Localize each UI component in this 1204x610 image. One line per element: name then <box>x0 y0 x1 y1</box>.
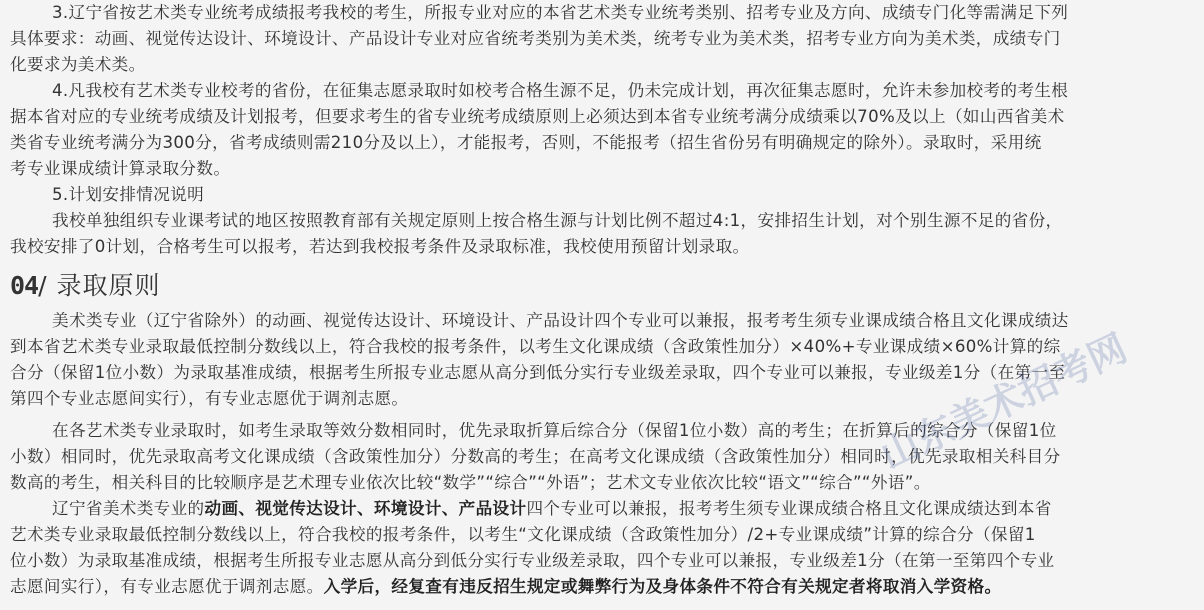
section-number: 04 <box>10 271 39 300</box>
text-line: 化要求为美术类。 <box>10 55 146 74</box>
text-line <box>52 498 1196 520</box>
bold-text: 动画、视觉传达设计、环境设计、产品设计 <box>204 499 527 518</box>
text-line: 3.辽宁省按艺术类专业统考成绩报考我校的考生，所报专业对应的本省艺术类专业统考类别、招考专业及方向、成绩专门化等需满足下列 <box>52 3 1069 22</box>
bold-text: 入学后，经复查有违反招生规定或舞弊行为及身体条件不符合有关规定者将取消入学资格。 <box>323 577 1002 596</box>
section-title: / 录取原则 <box>38 271 161 300</box>
text-line: 我校单独组织专业课考试的地区按照教育部有关规定原则上按合格生源与计划比例不超过4:1，安排招生计划，对个别生源不足的省份， <box>52 211 1063 230</box>
text-line: 考专业课成绩计算录取分数。 <box>10 159 231 178</box>
text-line: 我校安排了0计划，合格考生可以报考，若达到我校报考条件及录取标准，我校使用预留计划录取。 <box>10 237 750 256</box>
text-line: 第四个专业志愿间实行），有专业志愿优于调剂志愿。 <box>10 389 409 408</box>
text-line: 美术类专业（辽宁省除外）的动画、视觉传达设计、环境设计、产品设计四个专业可以兼报，报考考生须专业课成绩合格且文化课成绩达 <box>52 311 1069 330</box>
text-line: 类省专业统考满分为300分，省考成绩则需210分及以上），才能报考，否则，不能报考（招生省份另有明确规定的除外）。录取时，采用统 <box>10 133 1042 152</box>
text-line: 小数）相同时，优先录取高考文化课成绩（含政策性加分）分数高的考生；在高考文化课成绩（含政策性加分）相同时，优先录取相关科目分 <box>10 447 1061 466</box>
text-line: 在各艺术类专业录取时，如考生录取等效分数相同时，优先录取折算后综合分（保留1位小数）高的考生；在折算后的综合分（保留1位 <box>52 421 1057 440</box>
text-span: 辽宁省美术类专业的 <box>52 499 205 518</box>
text-line: 艺术类专业录取最低控制分数线以上，符合我校的报考条件，以考生“文化课成绩（含政策性加分）/2+专业课成绩”计算的综合分（保留1 <box>10 525 1036 544</box>
text-line: 到本省艺术类专业录取最低控制分数线以上，符合我校的报考条件，以考生文化课成绩（含政策性加分）×40%+专业课成绩×60%计算的综 <box>10 337 1061 356</box>
text-span: 四个专业可以兼报，报考考生须专业课成绩合格且文化课成绩达到本省 <box>526 499 1052 518</box>
text-line: 5.计划安排情况说明 <box>52 185 205 204</box>
text-line: 4.凡我校有艺术类专业校考的省份，在征集志愿录取时如校考合格生源不足，仍未完成计划，再次征集志愿时，允许未参加校考的考生根 <box>52 81 1069 100</box>
text-line: 数高的考生，相关科目的比较顺序是艺术理专业依次比较“数学”“综合”“外语”；艺术文专业依次比较“语文”“综合”“外语”。 <box>10 473 931 492</box>
watermark: 山东美术招考网 <box>873 325 1134 479</box>
text-line: 据本省对应的专业统考成绩及计划报考，但要求考生的省专业统考成绩原则上必须达到本省专业统考满分成绩乘以70%及以上（如山西省美术 <box>10 107 1065 126</box>
text-line <box>10 576 1196 598</box>
text-span: 志愿间实行），有专业志愿优于调剂志愿。 <box>10 577 324 596</box>
text-line: 合分（保留1位小数）为录取基准成绩，根据考生所报专业志愿从高分到低分实行专业级差录取，四个专业可以兼报，专业级差1分（在第一至 <box>10 363 1066 382</box>
section-heading <box>10 270 160 302</box>
text-line: 位小数）为录取基准成绩，根据考生所报专业志愿从高分到低分实行专业级差录取，四个专业可以兼报，专业级差1分（在第一至第四个专业 <box>10 551 1055 570</box>
text-line: 具体要求：动画、视觉传达设计、环境设计、产品设计专业对应省统考类别为美术类，统考专业为美术类，招考专业方向为美术类，成绩专门 <box>10 29 1061 48</box>
